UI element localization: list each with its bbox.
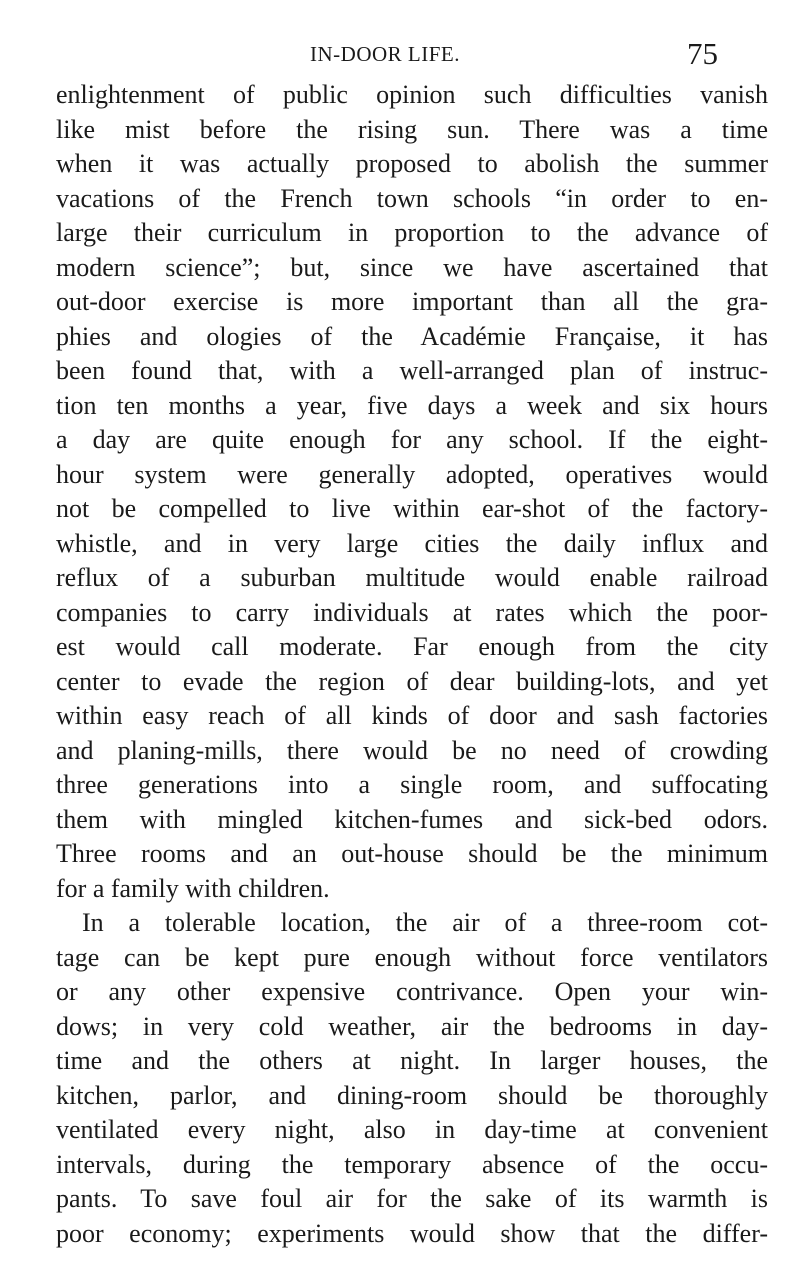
text-line: intervals, during the temporary absence of the occu- <box>56 1149 768 1179</box>
text-line: been found that, with a well-arranged plan of instruc- <box>56 356 768 385</box>
text-line: out-door exercise is more important than all the gra- <box>56 287 768 316</box>
text-line: companies to carry individuals at rates which the poor- <box>56 597 768 627</box>
body-text <box>56 78 768 1251</box>
text-line: tion ten months a year, five days a week and six hours <box>56 390 768 420</box>
text-line: ventilated every night, also in day-time at convenient <box>56 1115 768 1144</box>
text-line: when it was actually proposed to abolish the summer <box>56 149 768 178</box>
page-number: 75 <box>687 36 718 71</box>
text-line: within easy reach of all kinds of door and sash factories <box>56 701 768 730</box>
text-line: pants. To save foul air for the sake of its warmth is <box>56 1184 768 1213</box>
text-line: reflux of a suburban multitude would enable railroad <box>56 563 768 592</box>
text-line: tage can be kept pure enough without force ventilators <box>56 942 768 972</box>
text-line: whistle, and in very large cities the daily influx and <box>56 528 768 558</box>
text-line: large their curriculum in proportion to the advance of <box>56 218 768 247</box>
text-line: In a tolerable location, the air of a three-room cot- <box>82 908 768 937</box>
running-head-title: IN-DOOR LIFE. <box>310 42 460 66</box>
text-line: enlightenment of public opinion such difficulties vanish <box>56 80 768 109</box>
text-line: or any other expensive contrivance. Open your win- <box>56 977 768 1006</box>
text-line: dows; in very cold weather, air the bedrooms in day- <box>56 1011 768 1041</box>
text-line: phies and ologies of the Académie Française, it has <box>56 321 768 351</box>
text-line: time and the others at night. In larger houses, the <box>56 1046 768 1075</box>
text-line: Three rooms and an out-house should be the minimum <box>56 839 768 868</box>
text-line: poor economy; experiments would show that the differ- <box>56 1218 768 1248</box>
text-line: three generations into a single room, and suffocating <box>56 770 768 799</box>
text-line: them with mingled kitchen-fumes and sick-bed odors. <box>56 804 768 834</box>
text-line: center to evade the region of dear building-lots, and yet <box>56 666 768 696</box>
text-line: modern science”; but, since we have ascertained that <box>56 252 768 282</box>
text-line: for a family with children. <box>56 873 330 903</box>
text-line: vacations of the French town schools “in order to en- <box>56 183 768 213</box>
text-line: hour system were generally adopted, operatives would <box>56 459 768 489</box>
text-line: kitchen, parlor, and dining-room should be thoroughly <box>56 1080 768 1110</box>
text-line: not be compelled to live within ear-shot of the factory- <box>56 494 768 523</box>
text-line: and planing-mills, there would be no need of crowding <box>56 735 768 765</box>
text-line: est would call moderate. Far enough from the city <box>56 632 768 661</box>
running-head <box>0 36 800 76</box>
text-line: a day are quite enough for any school. If the eight- <box>56 425 768 454</box>
text-line: like mist before the rising sun. There was a time <box>56 114 768 144</box>
